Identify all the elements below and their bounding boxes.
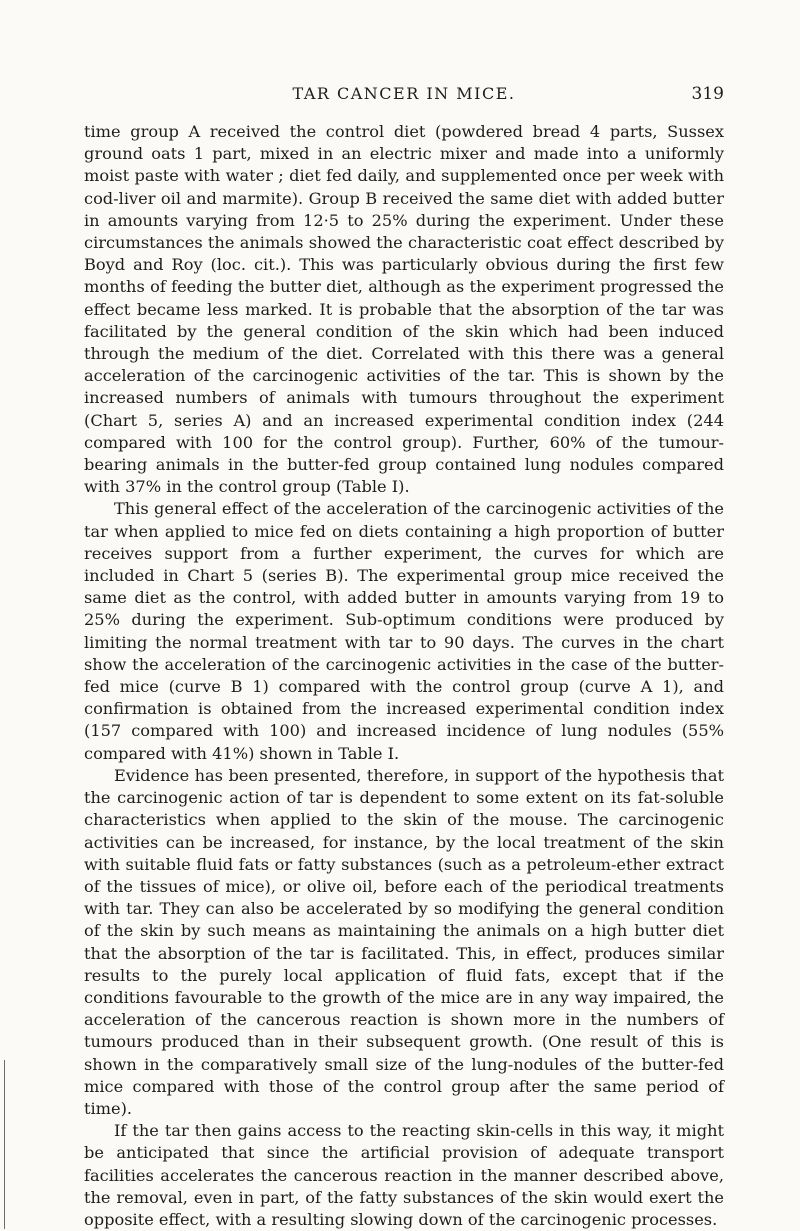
paragraph-4: If the tar then gains access to the reacting skin-cells in this way, it might be anticipated that since the artificial provision of adequate transport facilities accelerates the cancerous reaction in the manner described above, the removal, even in part, of the fatty substances of the skin would exert the opposite effect, with a resulting slowing down of the carcinogenic processes. [84,1121,724,1229]
scan-edge-line [4,1060,5,1229]
page-number: 319 [691,84,724,104]
paragraph-3: Evidence has been presented, therefore, in support of the hypothesis that the carcinogenic action of tar is dependent to some extent on its fat-soluble characteristics when applied to the skin of the mouse. The carcinogenic activities can be increased, for instance, by the local treatment of the skin with suitable fluid fats or fatty substances (such as a petroleum-ether extract of the tissues of mice), or olive oil, before each of the periodical treatments with tar. They can also be accelerated by so modifying the general condition of the skin by such means as maintaining the animals on a high butter diet that the absorption of the tar is facilitated. This, in effect, produces similar results to the purely local application of fluid fats, except that if the conditions favourable to the growth of the mice are in any way impaired, the acceleration of the cancerous reaction is shown more in the numbers of tumours produced than in their subsequent growth. (One result of this is shown in the comparatively small size of the lung-nodules of the butter-fed mice compared with those of the control group after the same period of time). [84,765,724,1118]
paragraph-2: This general effect of the acceleration of the carcinogenic activities of the tar when applied to mice fed on diets containing a high proportion of butter receives support from a further experiment, the curves for which are included in Chart 5 (series B). The experimental group mice received the same diet as the control, with added butter in amounts varying from 19 to 25% during the experiment. Sub-optimum conditions were produced by limiting the normal treatment with tar to 90 days. The curves in the chart show the acceleration of the carcinogenic activities in the case of the butter-fed mice (curve B 1) compared with the control group (curve A 1), and confirmation is obtained from the increased experimental condition index (157 compared with 100) and increased incidence of lung nodules (55% compared with 41%) shown in Table I. [84,499,724,763]
paragraph-1: time group A received the control diet (powdered bread 4 parts, Sussex ground oats 1 part, mixed in an electric mixer and made into a uniformly moist paste with water ; diet fed daily, and supplemented once per week with cod-liver oil and marmite). Group B received the same diet with added butter in amounts varying from 12·5 to 25% during the experiment. Under these circumstances the animals showed the characteristic coat effect described by Boyd and Roy (loc. cit.). This was particularly obvious during the first few months of feeding the butter diet, although as the experiment progressed the effect became less marked. It is probable that the absorption of the tar was facilitated by the general condition of the skin which had been induced through the medium of the diet. Correlated with this there was a general acceleration of the carcinogenic activities of the tar. This is shown by the increased numbers of animals with tumours throughout the experiment (Chart 5, series A) and an increased experimental condition index (244 compared with 100 for the control group). Further, 60% of the tumour-bearing animals in the butter-fed group contained lung nodules compared with 37% in the control group (Table I). [84,122,724,497]
page-header [84,84,724,108]
body-text [84,121,724,1231]
running-head: TAR CANCER IN MICE. [292,84,516,103]
